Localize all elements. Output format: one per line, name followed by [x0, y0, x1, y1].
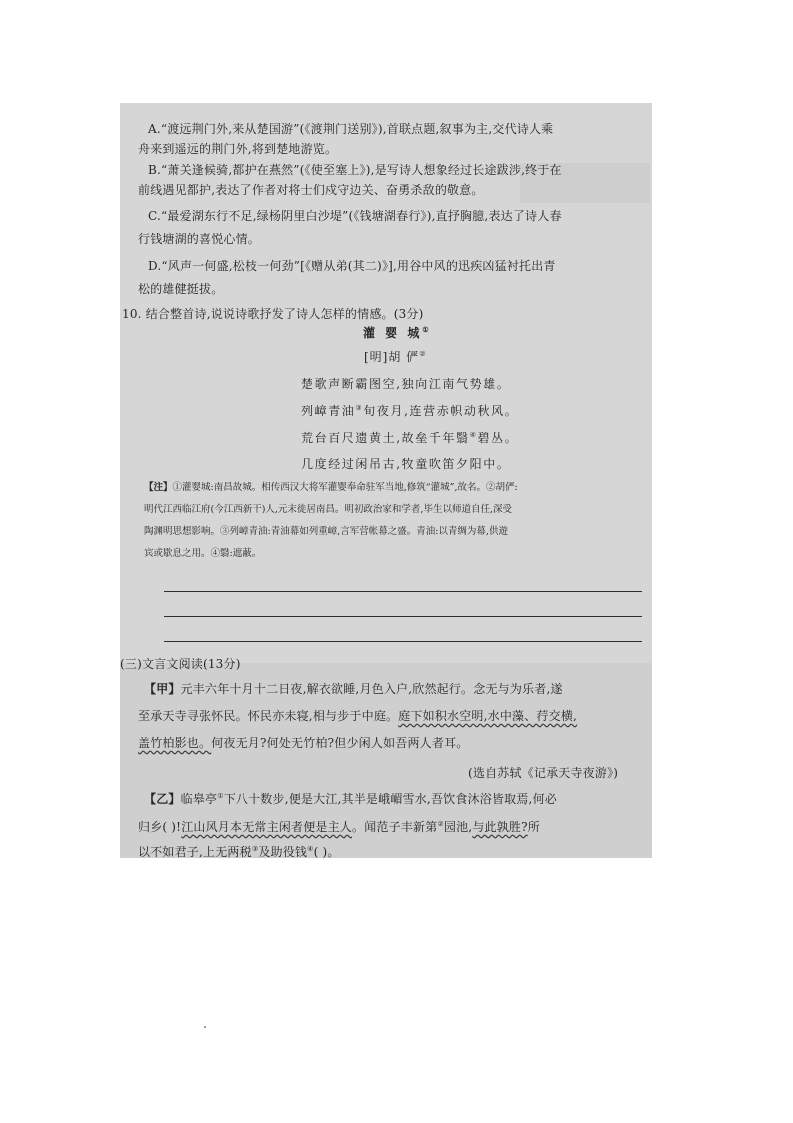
- poem-author: [明]胡 俨②: [364, 350, 427, 364]
- passage-jia-source: (选自苏轼《记承天寺夜游》): [468, 766, 619, 780]
- answer-line: [164, 616, 642, 617]
- stray-dot: [204, 1026, 206, 1028]
- underlined-sentence: 盖竹柏影也。: [138, 736, 212, 750]
- poem-line-3: 荒台百尺遗黄土,故垒千年翳④碧丛。: [301, 431, 519, 445]
- passage-jia-line3: 盖竹柏影也。何夜无月?何处无竹柏?但少闲人如吾两人者耳。: [138, 736, 469, 750]
- option-b-line2: 前线遇见都护,表达了作者对将士们戍守边关、奋勇杀敌的敬意。: [138, 183, 484, 197]
- passage-yi-line2: 归乡( )!江山风月本无常主闲者便是主人。闻范子丰新第②园池,与此孰胜?所: [138, 820, 540, 834]
- option-a-line1: A.“渡远荆门外,来从楚国游”(《渡荆门送别》),首联点题,叙事为主,交代诗人乘: [148, 122, 554, 136]
- poem-line-1: 楚歌声断霸图空,独向江南气势雄。: [301, 377, 511, 391]
- poem-notes-line2: 明代江西临江府(今江西新干)人,元末徙居南昌。明初政治家和学者,毕生以师道自任,深受: [144, 504, 512, 515]
- section-3-heading: (三)文言文阅读(13分): [120, 657, 241, 671]
- scanned-page-photo: [120, 103, 652, 858]
- underlined-sentence: 庭下如积水空明,水中藻、荇交横,: [398, 709, 578, 723]
- option-c-line2: 行钱塘湖的喜悦心情。: [138, 232, 261, 246]
- poem-line-2: 列嶂青油③旬夜月,连营赤帜动秋风。: [301, 404, 519, 418]
- option-c-line1: C.“最爱湖东行不足,绿杨阴里白沙堤”(《钱塘湖春行》),直抒胸臆,表达了诗人春: [148, 209, 562, 223]
- passage-jia-line2: 至承天寺寻张怀民。怀民亦未寝,相与步于中庭。庭下如积水空明,水中藻、荇交横,: [138, 709, 578, 723]
- answer-line: [164, 641, 642, 642]
- poem-notes-line1: 【注】①灌婴城:南昌故城。相传西汉大将军灌婴奉命驻军当地,修筑“灌城”,故名。②胡俨:: [144, 482, 518, 493]
- passage-yi-line1: 【乙】临皋亭①下八十数步,便是大江,其半是峨嵋雪水,吾饮食沐浴皆取焉,何必: [144, 792, 557, 806]
- option-b-line1: B.“萧关逢候骑,都护在燕然”(《使至塞上》),是写诗人想象经过长途跋涉,终于在: [148, 163, 562, 177]
- poem-notes-line3: 陶渊明思想影响。③列嶂青油:青油幕如列重嶂,言军营帐幕之盛。青油:以青绸为幕,供遊: [144, 526, 508, 537]
- option-d-line1: D.“风声一何盛,松枝一何劲”[《赠从弟(其二)》],用谷中风的迅疾凶猛衬托出青: [148, 259, 556, 273]
- question-10-prompt: 10. 结合整首诗,说说诗歌抒发了诗人怎样的情感。(3分): [122, 307, 424, 321]
- option-d-line2: 松的雄健挺拔。: [138, 282, 224, 296]
- poem-notes-line4: 宾或歇息之用。④翳:遮蔽。: [144, 548, 262, 559]
- passage-jia-line1: 【甲】元丰六年十月十二日夜,解衣欲睡,月色入户,欣然起行。念无与为乐者,遂: [144, 682, 563, 696]
- underlined-sentence: 江山风月本无常主闲者便是主人: [181, 820, 353, 834]
- answer-line: [164, 591, 642, 592]
- underlined-sentence: 与此孰胜?: [472, 820, 528, 834]
- poem-title: 灌 婴 城①: [363, 325, 432, 340]
- option-a-line2: 舟来到遥远的荆门外,将到楚地游览。: [138, 142, 338, 156]
- poem-line-4: 几度经过闲吊古,牧童吹笛夕阳中。: [301, 457, 511, 471]
- passage-yi-line3: 以不如君子,上无两税③及助役钱④( )。: [138, 845, 340, 858]
